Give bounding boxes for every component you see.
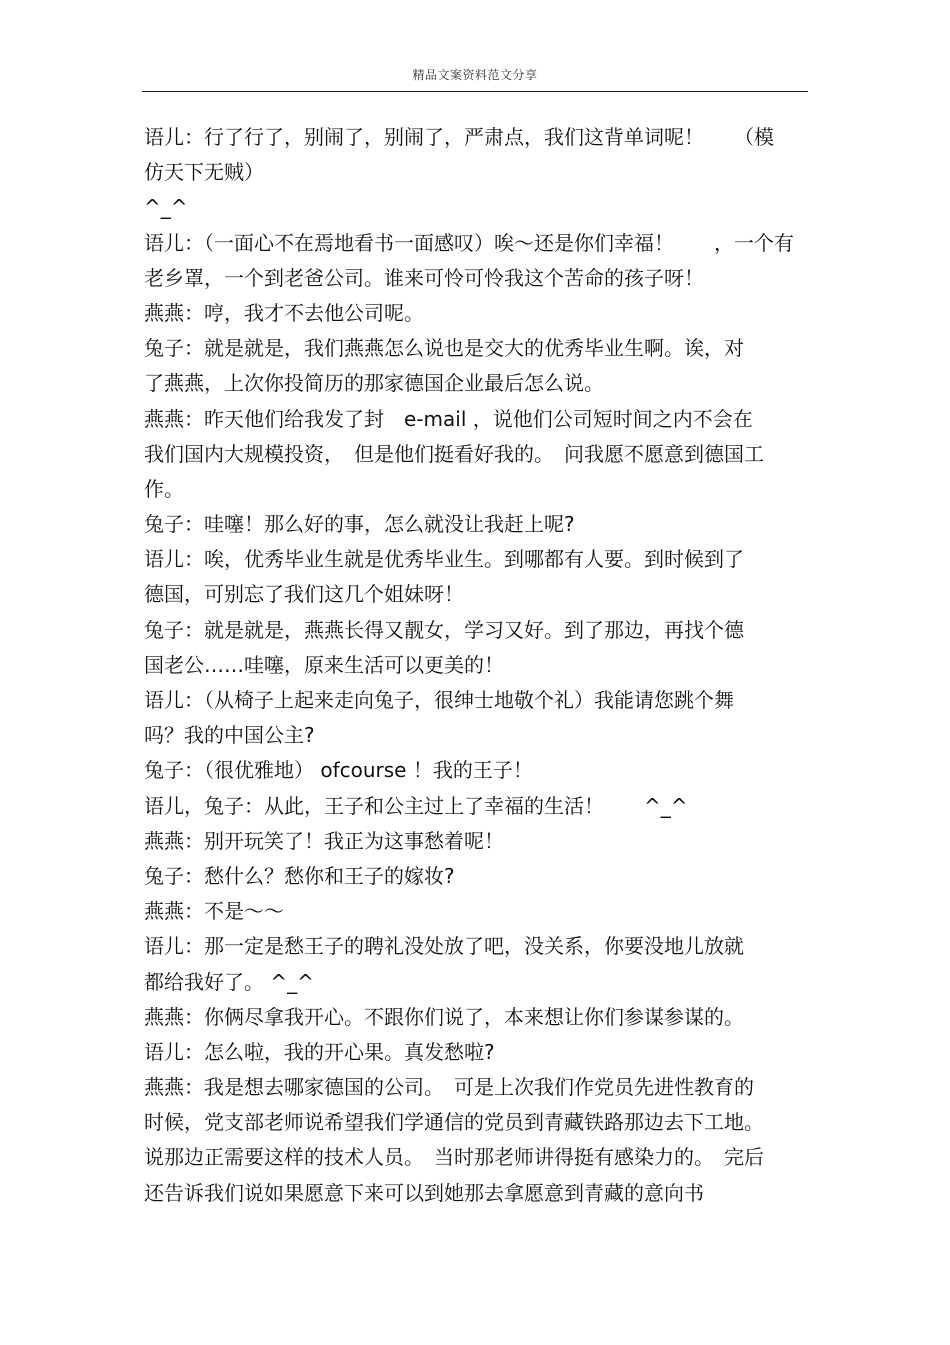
text-line: 作。: [144, 476, 184, 501]
text-line: 语儿：那一定是愁王子的聘礼没处放了吧，没关系，你要没地儿放就: [144, 934, 744, 959]
text-line: 兔子：就是就是，我们燕燕怎么说也是交大的优秀毕业生啊。诶，对: [144, 336, 744, 361]
text-line: 兔子：（很优雅地） ofcourse ！我的王子！: [144, 758, 533, 783]
text-line: 燕燕：哼，我才不去他公司呢。: [144, 300, 424, 325]
text-line: 德国，可别忘了我们这几个姐妹呀！: [144, 582, 464, 607]
text-line: 语儿，兔子：从此，王子和公主过上了幸福的生活！ ^_^: [144, 793, 688, 818]
text-line: 燕燕：你俩尽拿我开心。不跟你们说了，本来想让你们参谋参谋的。: [144, 1004, 744, 1029]
text-line: 燕燕：我是想去哪家德国的公司。 可是上次我们作党员先进性教育的: [144, 1075, 754, 1100]
text-line: ^_^: [144, 195, 188, 220]
text-line: 语儿：唉，优秀毕业生就是优秀毕业生。到哪都有人要。到时候到了: [144, 547, 744, 572]
text-line: 吗？我的中国公主?: [144, 723, 315, 748]
text-line: 燕燕：昨天他们给我发了封 e-mail ，说他们公司短时间之内不会在: [144, 406, 753, 431]
text-line: 兔子：就是就是，燕燕长得又靓女，学习又好。到了那边，再找个德: [144, 617, 744, 642]
text-line: 了燕燕，上次你投简历的那家德国企业最后怎么说。: [144, 371, 604, 396]
page-header: 精品文案资料范文分享: [412, 68, 538, 82]
text-line: 还告诉我们说如果愿意下来可以到她那去拿愿意到青藏的意向书: [144, 1180, 704, 1205]
text-line: 说那边正需要这样的技术人员。 当时那老师讲得挺有感染力的。 完后: [144, 1145, 764, 1170]
text-line: 语儿：（一面心不在焉地看书一面感叹）唉～还是你们幸福！ ，一个有: [144, 230, 794, 255]
text-line: 都给我好了。 ^_^: [144, 969, 314, 994]
text-line: 老乡罩，一个到老爸公司。谁来可怜可怜我这个苦命的孩子呀！: [144, 265, 704, 290]
text-line: 国老公……哇噻，原来生活可以更美的！: [144, 652, 504, 677]
document-body: [144, 120, 808, 1211]
text-line: 仿天下无贼）: [144, 160, 264, 185]
text-line: 燕燕：不是～～: [144, 899, 284, 924]
text-line: 语儿：（从椅子上起来走向兔子，很绅士地敬个礼）我能请您跳个舞: [144, 688, 734, 712]
text-line: 兔子：愁什么？愁你和王子的嫁妆?: [144, 863, 455, 888]
header-divider: [142, 91, 808, 92]
text-line: 时候，党支部老师说希望我们学通信的党员到青藏铁路那边去下工地。: [144, 1110, 764, 1135]
text-line: 语儿：怎么啦，我的开心果。真发愁啦?: [144, 1039, 495, 1064]
text-line: 我们国内大规模投资， 但是他们挺看好我的。 问我愿不愿意到德国工: [144, 441, 764, 466]
text-line: 燕燕：别开玩笑了！我正为这事愁着呢！: [144, 828, 504, 853]
text-line: 兔子：哇噻！那么好的事，怎么就没让我赶上呢?: [144, 512, 575, 537]
text-line: 语儿：行了行了，别闹了，别闹了，严肃点，我们这背单词呢！ （模: [144, 125, 774, 149]
